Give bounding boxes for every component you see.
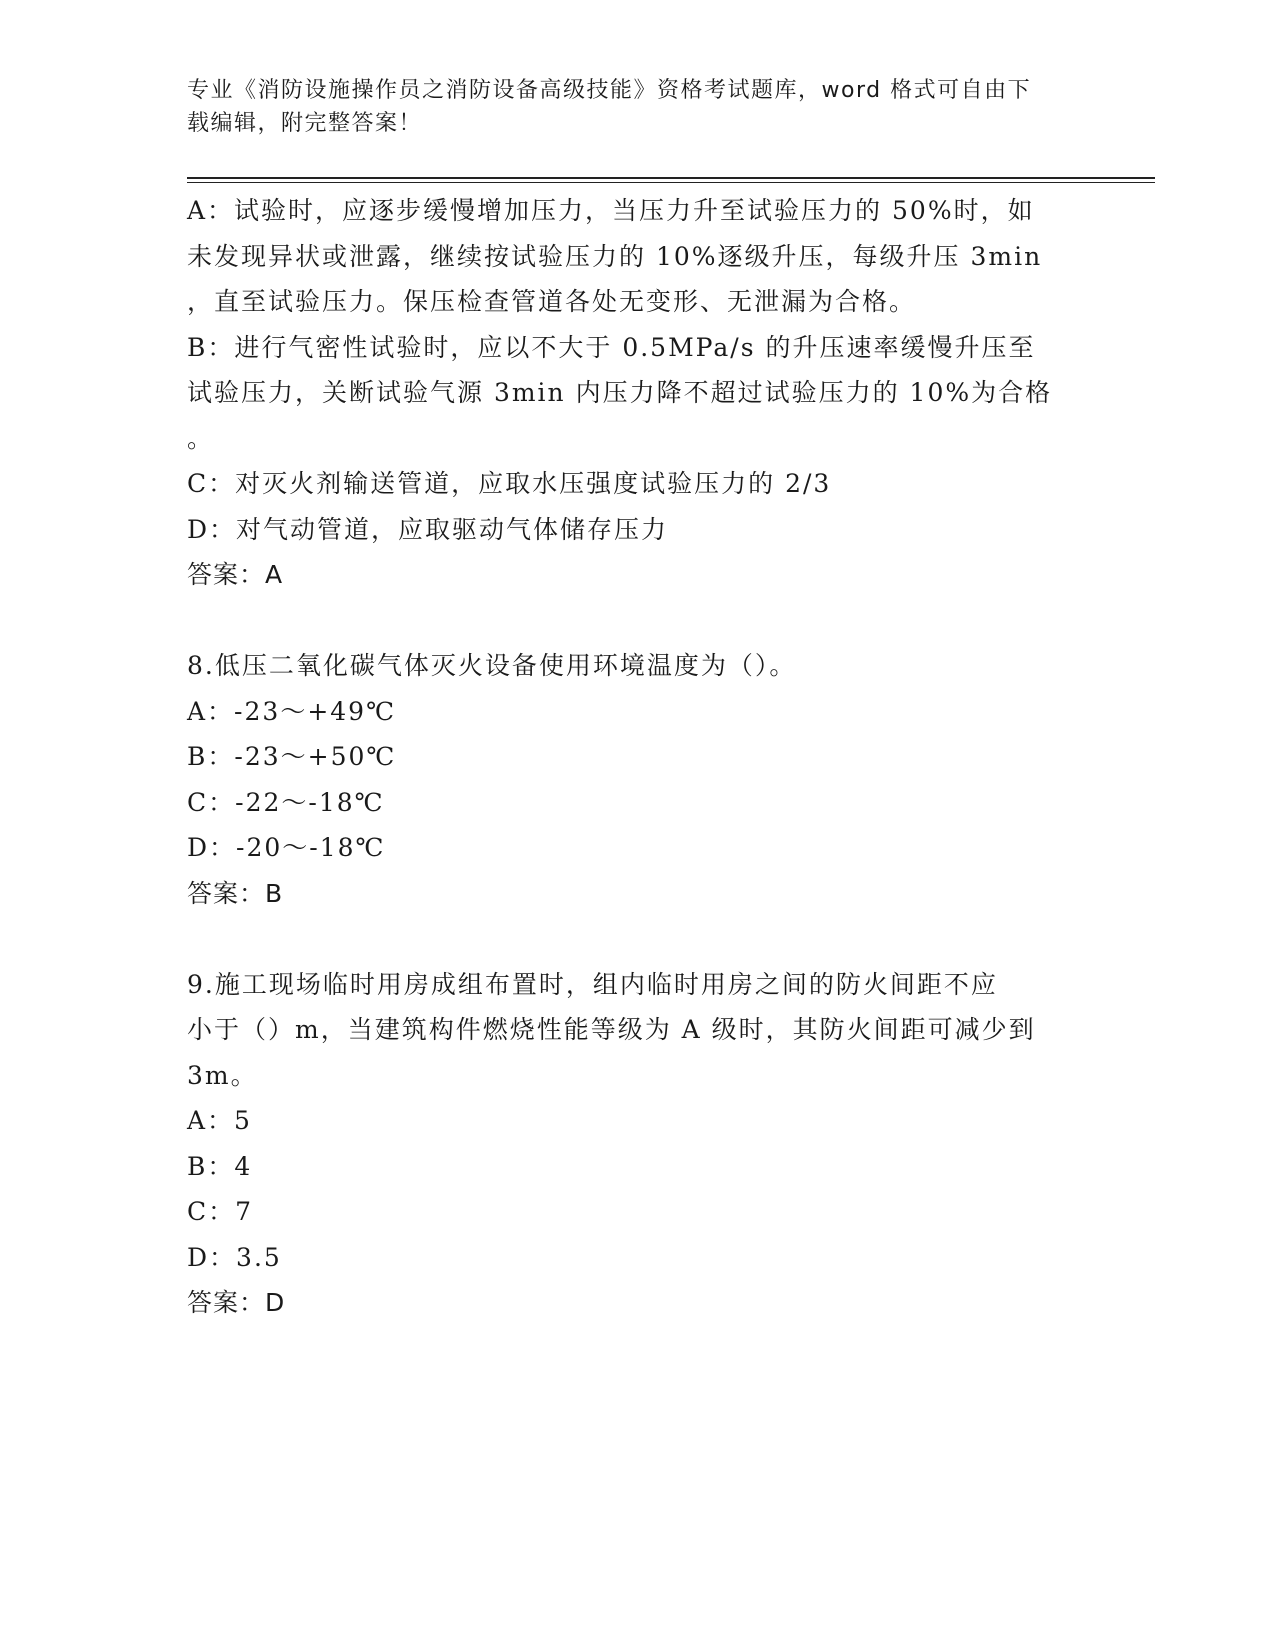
header-line-1: 专业《消防设施操作员之消防设备高级技能》资格考试题库，word 格式可自由下 [187, 78, 1032, 103]
header-rule-thick [187, 177, 1155, 179]
question-text: 3m。 [187, 1060, 258, 1090]
option-b: B：-23～+50℃ [187, 742, 397, 771]
header-rule-thin [187, 182, 1155, 183]
option-c: C：对灭火剂输送管道，应取水压强度试验压力的 2/3 [187, 469, 832, 498]
question-text: 9.施工现场临时用房成组布置时，组内临时用房之间的防火间距不应 [187, 969, 998, 999]
option-a-line: ，直至试验压力。保压检查管道各处无变形、无泄漏为合格。 [187, 287, 917, 316]
option-b-line: B：进行气密性试验时，应以不大于 0.5MPa/s 的升压速率缓慢升压至 [187, 332, 1036, 362]
option-a: A：5 [187, 1106, 252, 1135]
answer: 答案：D [187, 1288, 286, 1317]
question-text: 小于（）m，当建筑构件燃烧性能等级为 A 级时，其防火间距可减少到 [187, 1015, 1036, 1044]
option-a: A：-23～+49℃ [187, 696, 397, 726]
spacer [187, 916, 1067, 962]
option-b-line: 。 [187, 423, 215, 453]
option-c: C：-22～-18℃ [187, 787, 385, 817]
question-list [187, 188, 1067, 1326]
option-d: D：对气动管道，应取驱动气体储存压力 [187, 514, 669, 544]
option-d: D：3.5 [187, 1242, 282, 1272]
header-line-2: 载编辑，附完整答案！ [187, 111, 423, 136]
option-d: D：-20～-18℃ [187, 833, 386, 862]
question-text: 8.低压二氧化碳气体灭火设备使用环境温度为（）。 [187, 651, 797, 680]
answer: 答案：B [187, 878, 284, 908]
option-b: B：4 [187, 1151, 253, 1181]
page-header [187, 74, 1067, 140]
option-b-line: 试验压力，关断试验气源 3min 内压力降不超过试验压力的 10%为合格 [187, 378, 1053, 407]
option-a-line: 未发现异状或泄露，继续按试验压力的 10%逐级升压，每级升压 3min [187, 241, 1043, 271]
option-a-line: A：试验时，应逐步缓慢增加压力，当压力升至试验压力的 50%时，如 [187, 196, 1035, 225]
question-7-fragment [187, 188, 1067, 598]
option-c: C：7 [187, 1197, 254, 1226]
question-9 [187, 962, 1067, 1326]
answer: 答案：A [187, 560, 284, 589]
question-8 [187, 643, 1067, 916]
spacer [187, 598, 1067, 644]
